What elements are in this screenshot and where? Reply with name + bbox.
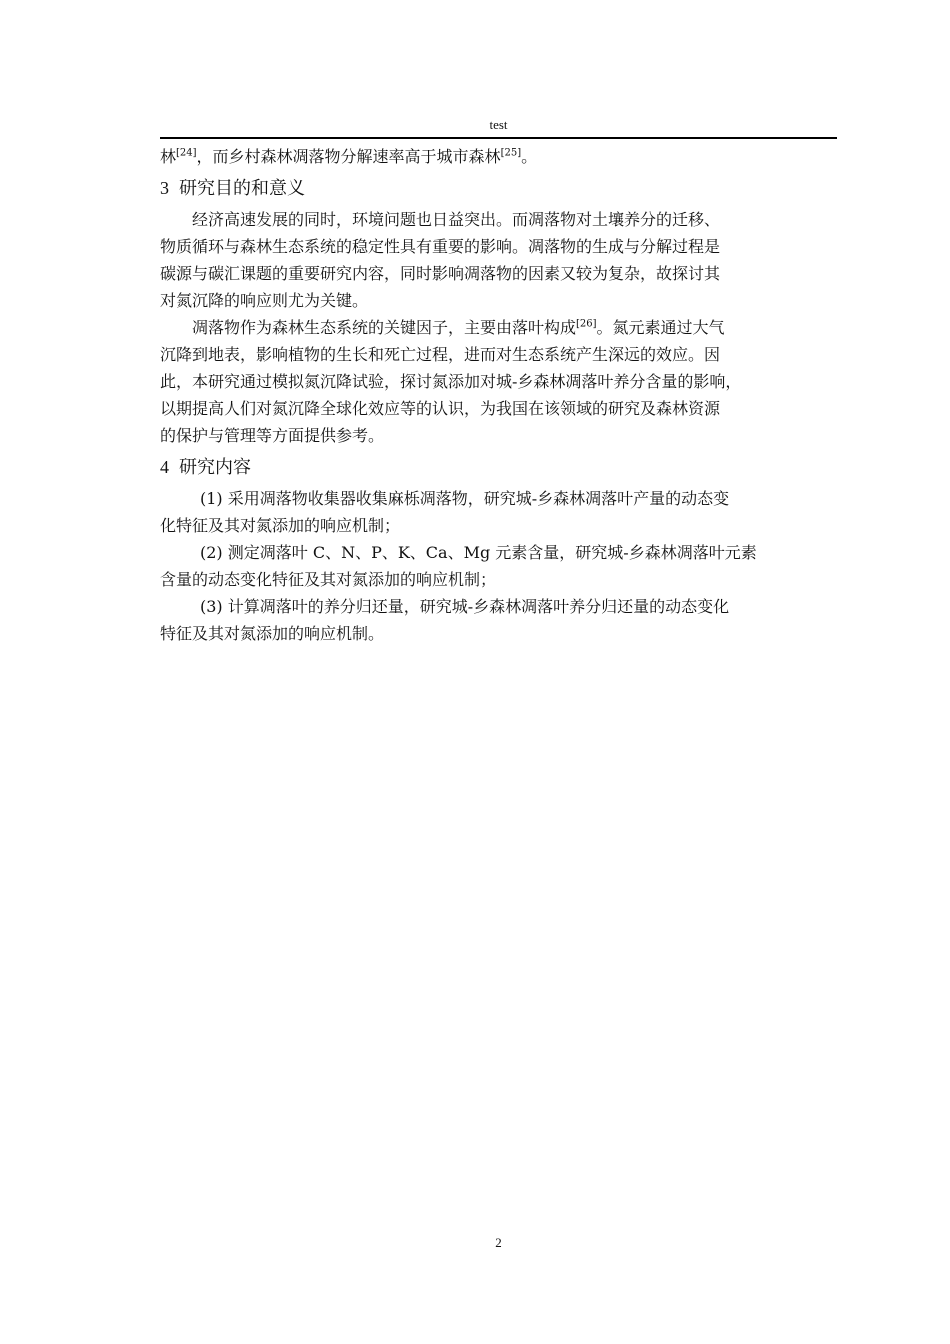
paragraph-line: 此，本研究通过模拟氮沉降试验，探讨氮添加对城-乡森林凋落叶养分含量的影响， <box>160 372 742 391</box>
paragraph-line: 凋落物作为森林生态系统的关键因子，主要由落叶构成[26]。氮元素通过大气 <box>192 318 725 337</box>
list-item-line: 化特征及其对氮添加的响应机制； <box>160 516 401 535</box>
paragraph-line: 以期提高人们对氮沉降全球化效应等的认识，为我国在该领域的研究及森林资源 <box>160 399 721 418</box>
citation-ref: [25] <box>500 147 522 159</box>
section-heading-4: 4 研究内容 <box>160 457 251 478</box>
section-heading-3: 3 研究目的和意义 <box>160 178 305 199</box>
list-item-line: (3) 计算凋落叶的养分归还量，研究城-乡森林凋落叶养分归还量的动态变化 <box>200 597 730 616</box>
paragraph-line: 的保护与管理等方面提供参考。 <box>160 426 385 445</box>
list-item-line: 特征及其对氮添加的响应机制。 <box>160 624 385 643</box>
page-number: 2 <box>495 1235 502 1250</box>
paragraph-line: 对氮沉降的响应则尤为关键。 <box>160 291 369 310</box>
list-item-line: (1) 采用凋落物收集器收集麻栎凋落物，研究城-乡森林凋落叶产量的动态变 <box>200 489 730 508</box>
list-item-line: 含量的动态变化特征及其对氮添加的响应机制； <box>160 570 497 589</box>
paragraph-line: 沉降到地表，影响植物的生长和死亡过程，进而对生态系统产生深远的效应。因 <box>160 345 721 364</box>
list-item-line: (2) 测定凋落叶 C、N、P、K、Ca、Mg 元素含量，研究城-乡森林凋落叶元素 <box>200 543 757 562</box>
page-header: test <box>489 117 508 132</box>
header-rule <box>160 137 837 139</box>
paragraph-continuation-line: 林[24]，而乡村森林凋落物分解速率高于城市森林[25]。 <box>160 147 538 166</box>
paragraph-line: 经济高速发展的同时，环境问题也日益突出。而凋落物对土壤养分的迁移、 <box>192 210 721 229</box>
paragraph-line: 物质循环与森林生态系统的稳定性具有重要的影响。凋落物的生成与分解过程是 <box>160 237 721 256</box>
citation-ref: [26] <box>576 318 597 330</box>
paragraph-line: 碳源与碳汇课题的重要研究内容，同时影响凋落物的因素又较为复杂，故探讨其 <box>160 264 721 283</box>
document-body <box>160 143 837 647</box>
citation-ref: [24] <box>176 147 197 159</box>
